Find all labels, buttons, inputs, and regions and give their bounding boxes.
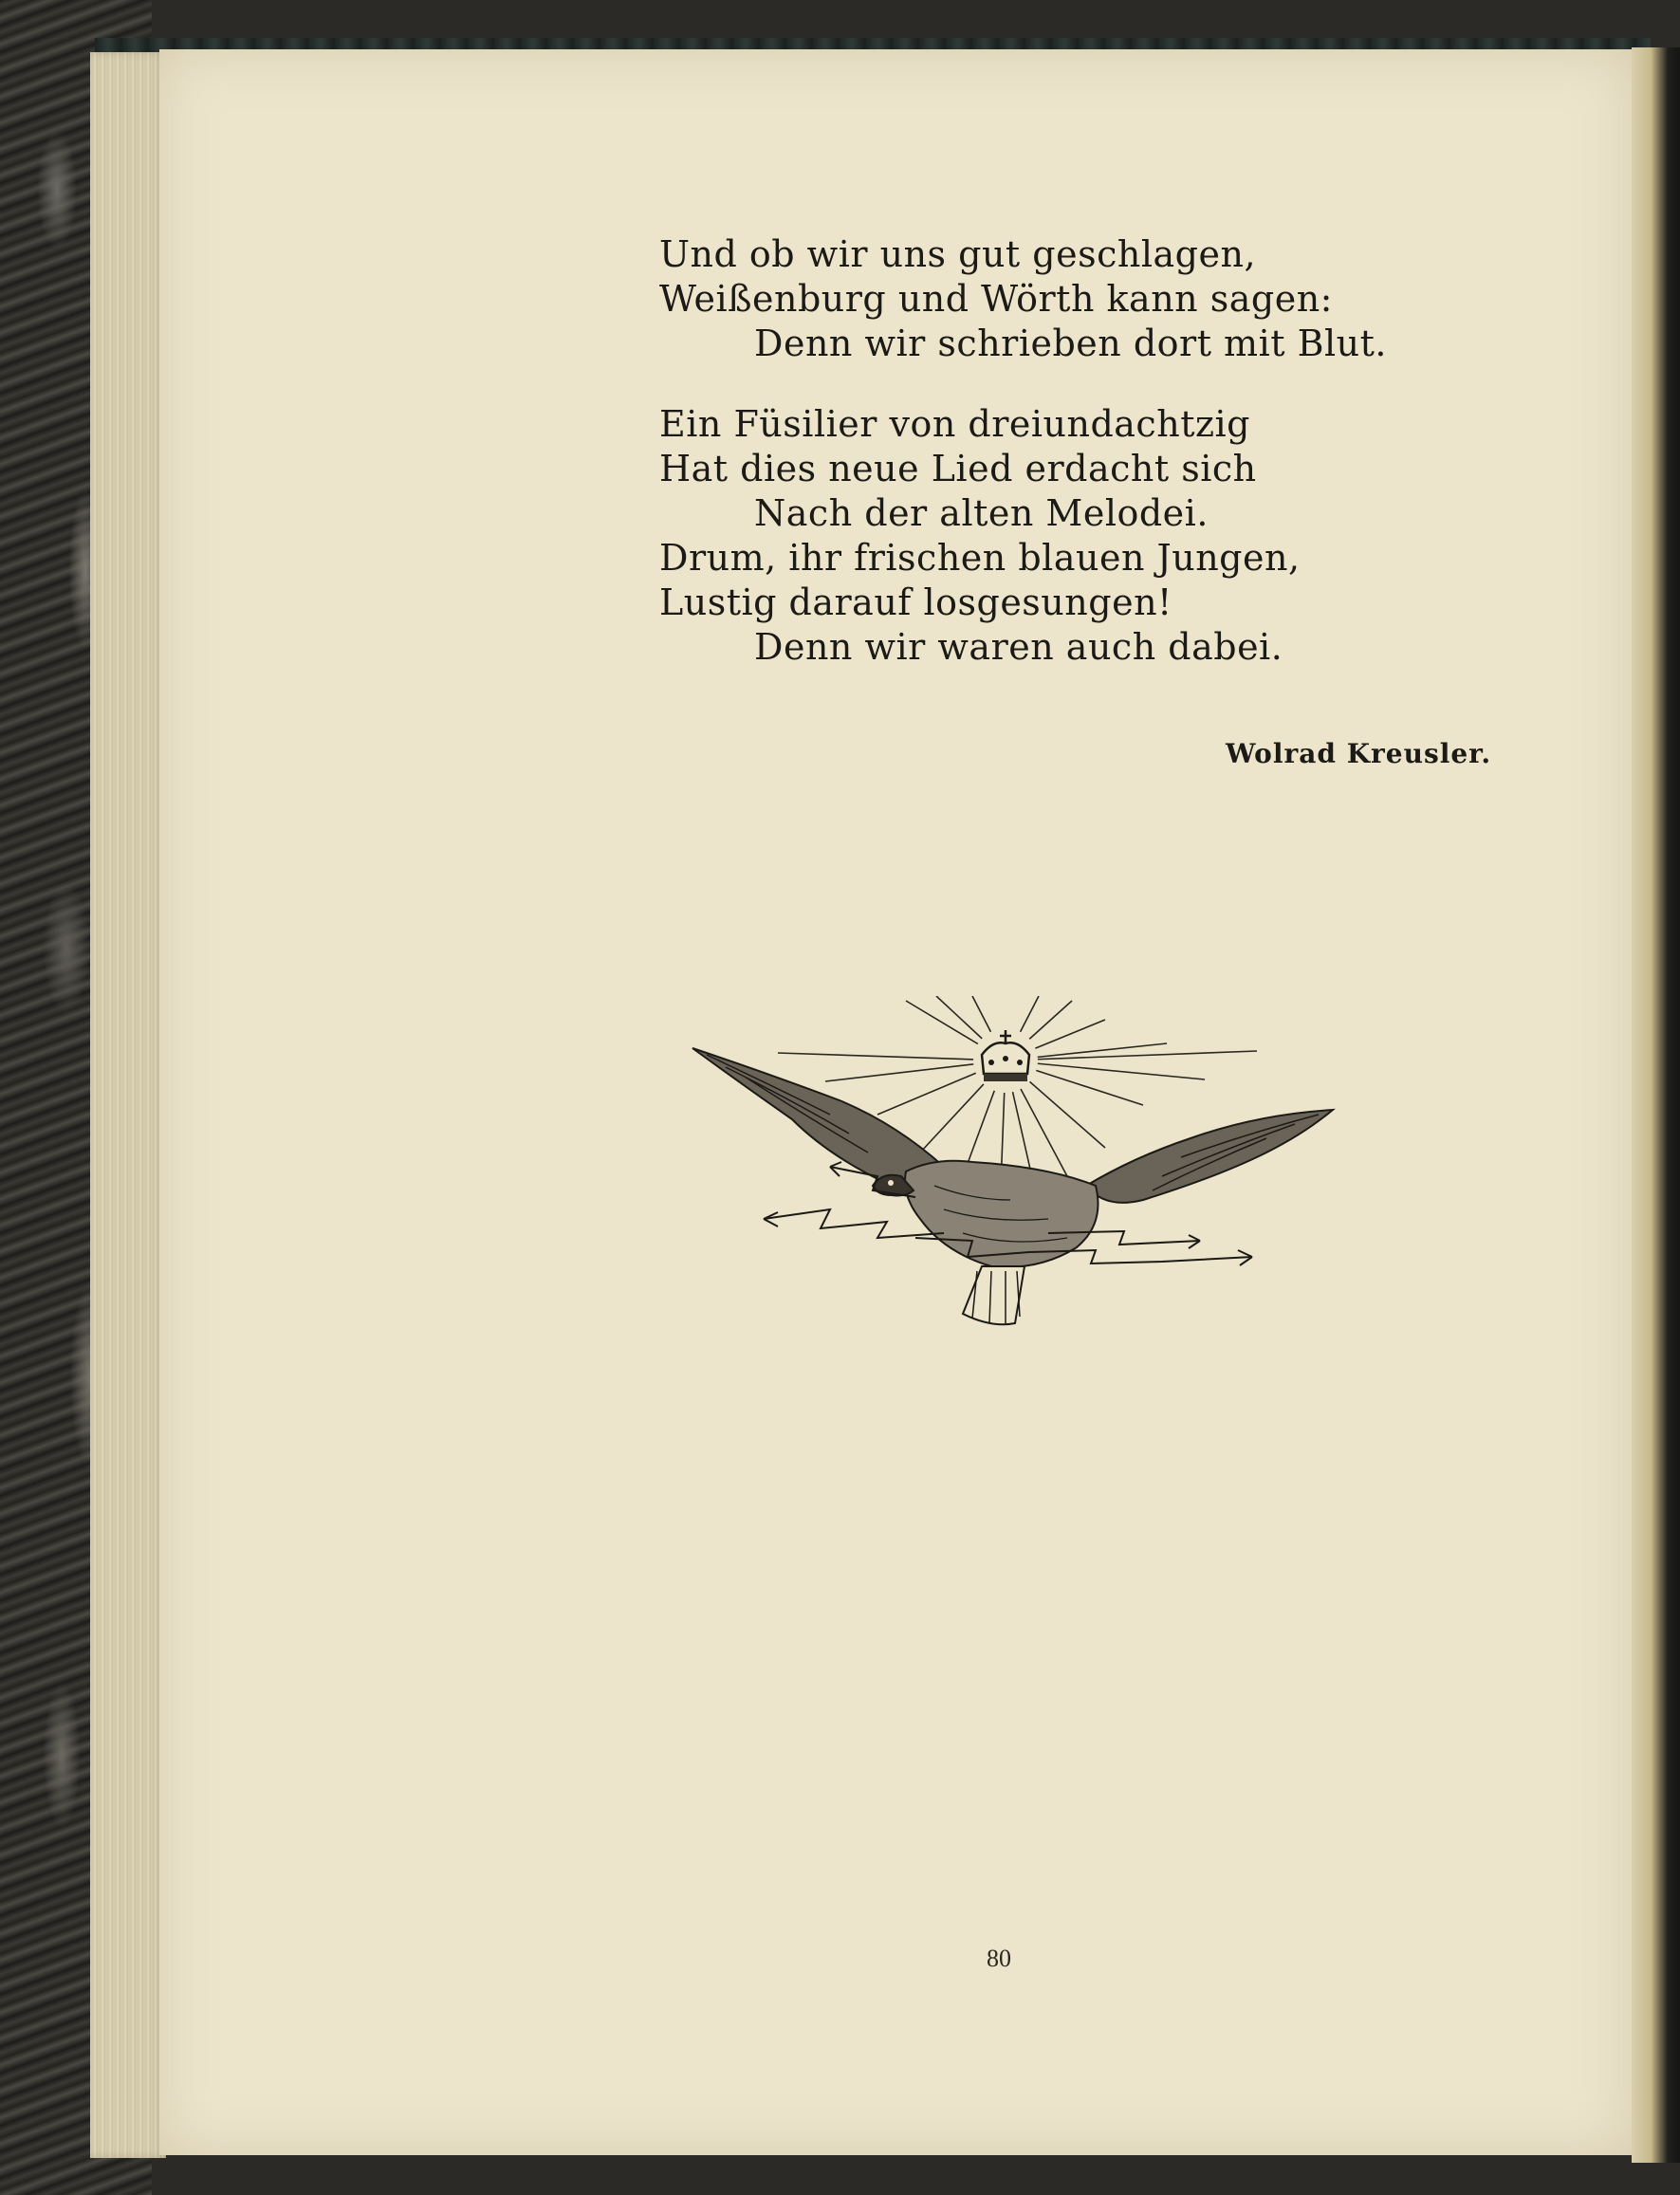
poem-line: Ein Füsilier von dreiundachtzig	[659, 403, 1250, 445]
poem-line: Denn wir schrieben dort mit Blut.	[754, 323, 1387, 364]
poem-author: Wolrad Kreusler.	[1226, 738, 1492, 769]
page-number: 80	[987, 1945, 1011, 1972]
poem-line: Weißenburg und Wörth kann sagen:	[659, 278, 1333, 320]
poem-line: Hat dies neue Lied erdacht sich	[659, 448, 1257, 489]
poem	[659, 232, 1387, 670]
poem-line: Nach der alten Melodei.	[754, 492, 1209, 534]
crown-icon	[973, 1028, 1038, 1093]
poem-line: Lustig darauf losgesungen!	[659, 581, 1172, 623]
stanza	[659, 402, 1387, 670]
stanza	[659, 232, 1387, 366]
poem-line: Denn wir waren auch dabei.	[754, 626, 1283, 668]
eagle-with-crown-icon	[688, 996, 1342, 1337]
page-edges	[90, 52, 166, 2158]
facing-page-edge	[1632, 47, 1680, 2163]
poem-line: Drum, ihr frischen blauen Jungen,	[659, 537, 1301, 579]
poem-line: Und ob wir uns gut geschlagen,	[659, 233, 1257, 275]
